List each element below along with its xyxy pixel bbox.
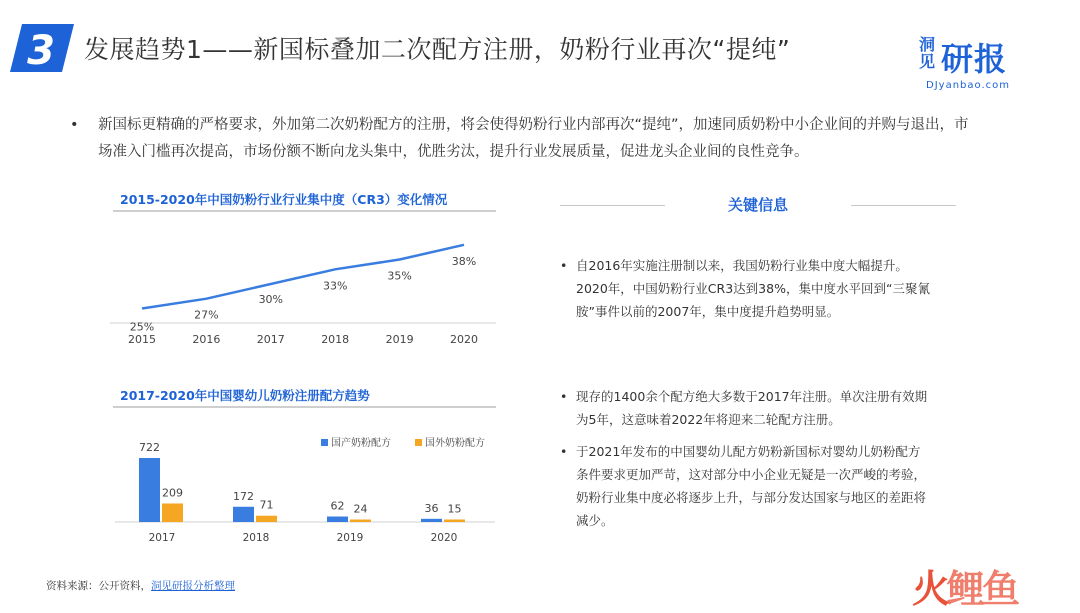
data-label: 209 xyxy=(162,486,183,500)
formula-bar-chart xyxy=(110,425,500,550)
data-label: 33% xyxy=(322,279,348,293)
bar xyxy=(444,520,465,523)
data-label: 38% xyxy=(451,254,477,268)
bar xyxy=(139,458,160,522)
key-point xyxy=(560,254,930,323)
watermark-part: 火 xyxy=(912,567,948,611)
x-tick-label: 2017 xyxy=(148,532,176,544)
chart2-title-underline xyxy=(113,406,496,408)
bar xyxy=(327,517,348,522)
bullet-dot: • xyxy=(70,117,79,133)
section-number-badge xyxy=(8,22,76,74)
legend-label: 国外奶粉配方 xyxy=(425,438,485,449)
data-label: 172 xyxy=(233,489,254,503)
bullet-dot: • xyxy=(560,389,568,404)
data-label: 62 xyxy=(330,499,345,513)
page-title: 发展趋势1——新国标叠加二次配方注册，奶粉行业再次“提纯” xyxy=(84,35,791,64)
key-point-text: 自2016年实施注册制以来，我国奶粉行业集中度大幅提升。2020年，中国奶粉行业CR3达到38%，集中度水平回到“三聚氰胺”事件以前的2007年，集中度提升趋势明显。 xyxy=(576,258,930,319)
data-label: 35% xyxy=(387,269,412,283)
data-label: 36 xyxy=(424,501,439,515)
key-info-header xyxy=(560,194,956,218)
legend-label: 国产奶粉配方 xyxy=(331,438,391,449)
bullet-dot: • xyxy=(560,444,568,459)
cr3-line-chart xyxy=(110,225,500,350)
logo-url: DJyanbao.com xyxy=(926,80,1010,91)
x-tick-label: 2015 xyxy=(128,333,156,346)
legend-swatch xyxy=(415,439,422,446)
key-point xyxy=(560,440,930,532)
chart2-title: 2017-2020年中国婴幼儿奶粉注册配方趋势 xyxy=(120,388,370,403)
data-label: 30% xyxy=(258,293,284,306)
brand-logo xyxy=(919,34,1029,96)
bar xyxy=(162,503,183,522)
intro-paragraph xyxy=(70,112,970,166)
legend-swatch xyxy=(321,439,328,446)
data-label: 25% xyxy=(129,320,155,334)
x-tick-label: 2017 xyxy=(256,333,285,346)
x-tick-label: 2019 xyxy=(385,333,414,346)
source-link[interactable]: 洞见研报分析整理 xyxy=(151,580,235,592)
source-label: 资料来源：公开资料， xyxy=(46,580,151,592)
data-label: 15 xyxy=(447,502,462,516)
bar xyxy=(350,520,371,523)
x-tick-label: 2019 xyxy=(336,532,364,544)
bar xyxy=(256,516,277,522)
data-label: 24 xyxy=(353,502,368,516)
data-label: 71 xyxy=(259,498,274,512)
key-point-text: 于2021年发布的中国婴幼儿配方奶粉新国标对婴幼儿奶粉配方条件要求更加严苛，这对部分中小企业无疑是一次严峻的考验，奶粉行业集中度必将逐步上升，与部分发达国家与地区的差距将减少。 xyxy=(576,444,927,528)
source-note xyxy=(46,578,235,593)
key-point xyxy=(560,385,930,431)
intro-text: 新国标更精确的严格要求，外加第二次奶粉配方的注册，将会使得奶粉行业内部再次“提纯”，加速同质奶粉中小企业间的并购与退出，市场准入门槛再次提高，市场份额不断向龙头集中，优胜劣汰，提升行业发展质量，促进龙头企业间的良性竞争。 xyxy=(98,117,969,160)
x-tick-label: 2020 xyxy=(450,333,478,346)
key-point-text: 现存的1400余个配方绝大多数于2017年注册。单次注册有效期为5年，这意味着2022年将迎来二轮配方注册。 xyxy=(576,389,928,427)
key-info-title: 关键信息 xyxy=(727,196,788,214)
chart1-title-underline xyxy=(113,210,496,212)
chart1-title: 2015-2020年中国奶粉行业行业集中度（CR3）变化情况 xyxy=(120,192,448,207)
bar xyxy=(233,507,254,522)
watermark-part: 鲤鱼 xyxy=(947,567,1018,611)
logo-top-text: 洞见 xyxy=(919,35,936,71)
series-line xyxy=(142,245,464,309)
logo-main-text: 研报 xyxy=(941,40,1008,78)
bar xyxy=(421,519,442,522)
section-number: 3 xyxy=(27,28,55,74)
data-label: 27% xyxy=(194,308,219,322)
x-tick-label: 2018 xyxy=(242,532,270,544)
data-label: 722 xyxy=(139,441,160,454)
watermark-logo xyxy=(912,558,1017,613)
x-tick-label: 2020 xyxy=(430,532,458,544)
x-tick-label: 2018 xyxy=(321,333,350,346)
x-tick-label: 2016 xyxy=(192,333,221,346)
bullet-dot: • xyxy=(560,258,568,273)
